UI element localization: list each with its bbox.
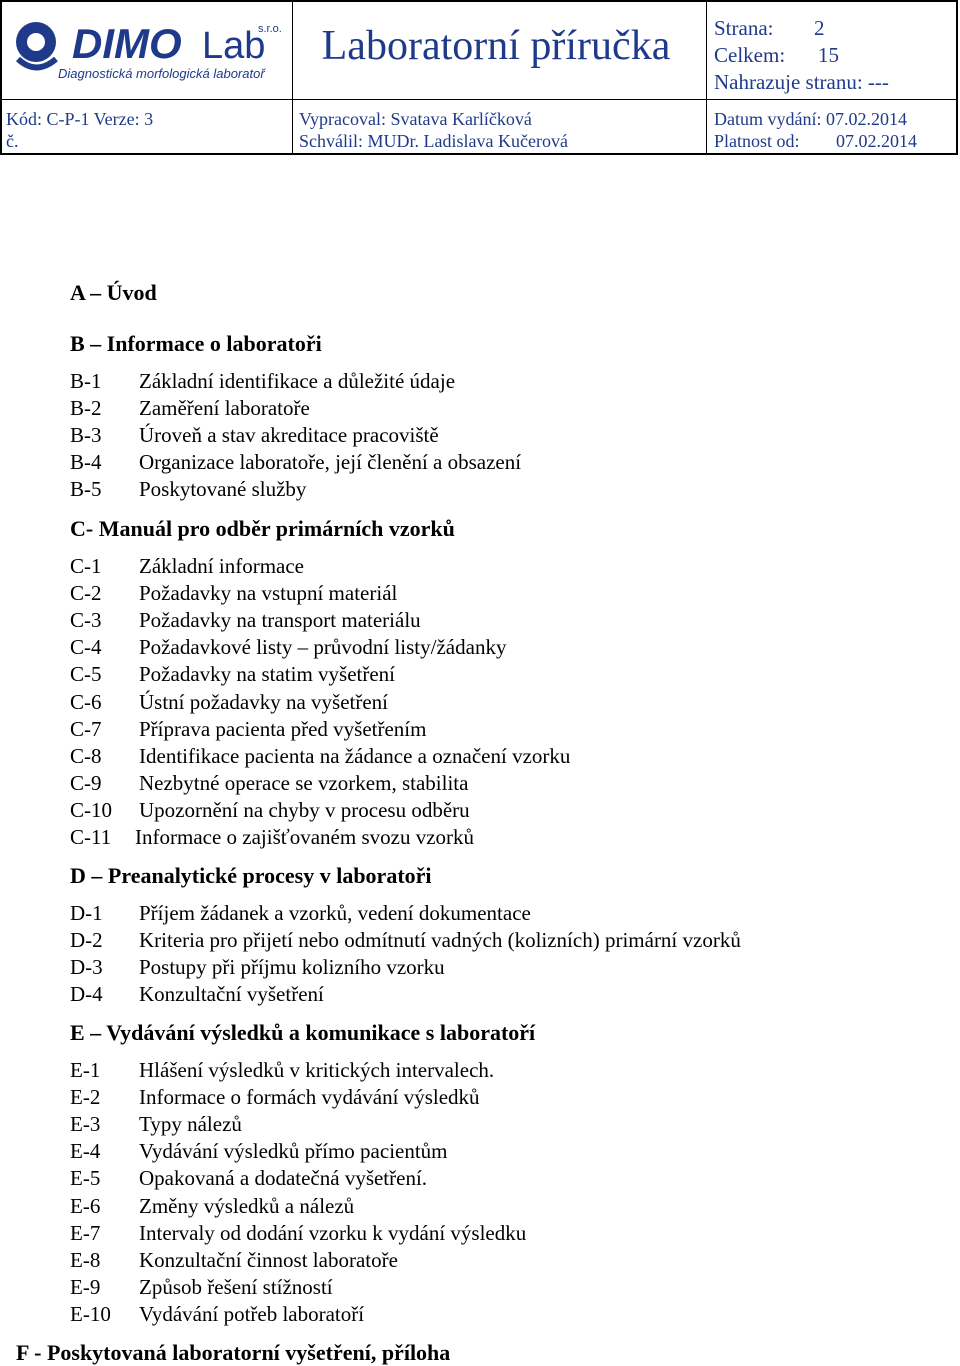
document-header — [0, 0, 958, 155]
toc-item-label: Typy nálezů — [139, 1112, 242, 1137]
toc-item-label: Úroveň a stav akreditace pracoviště — [139, 423, 439, 448]
toc-item-code: C-10 — [70, 797, 112, 822]
toc-item-code: E-9 — [70, 1274, 101, 1299]
valid-from — [714, 131, 917, 152]
page-number — [714, 16, 825, 41]
toc-item-code: C-6 — [70, 689, 102, 714]
toc-item-code: C-7 — [70, 716, 102, 741]
header-border-right — [956, 0, 958, 155]
replaces-page: Nahrazuje stranu: --- — [714, 70, 889, 94]
toc-item-code: C-2 — [70, 581, 102, 606]
toc-section-heading: C- Manuál pro odběr primárních vzorků — [70, 516, 455, 541]
toc-section-f: F - Poskytovaná laboratorní vyšetření, příloha — [16, 1340, 451, 1365]
header-col-divider-1 — [292, 0, 293, 155]
toc-item-code: E-5 — [70, 1166, 101, 1191]
toc-item-label: Požadavky na statim vyšetření — [139, 662, 396, 687]
toc-item-code: C-11 — [70, 825, 112, 849]
document-title: Laboratorní příručka — [321, 23, 671, 69]
toc-item-code: E-4 — [70, 1139, 101, 1164]
toc-item-label: Upozornění na chyby v procesu odběru — [139, 797, 470, 822]
document-code-cont: č. — [6, 131, 19, 151]
logo-graphic — [6, 14, 288, 86]
dimolab-logo — [6, 14, 288, 86]
header-border-bottom — [0, 153, 958, 155]
toc-item-label: Příprava pacienta před vyšetřením — [139, 716, 427, 741]
issue-date: Datum vydání: 07.02.2014 — [714, 109, 907, 129]
toc-item-label: Konzultační vyšetření — [139, 982, 324, 1007]
logo-brand-suffix: s.r.o. — [258, 23, 282, 35]
toc-item-label: Konzultační činnost laboratoře — [139, 1247, 398, 1272]
toc-section-heading: A – Úvod — [70, 280, 157, 305]
toc-item-code: D-1 — [70, 901, 103, 925]
toc-item-code: E-1 — [70, 1058, 101, 1082]
toc-item-label: Požadavky na vstupní materiál — [139, 581, 398, 606]
toc-item-code: D-4 — [70, 982, 103, 1007]
toc-item-label: Postupy při příjmu kolizního vzorku — [139, 955, 445, 980]
toc-item-code: B-5 — [70, 477, 102, 502]
toc-item-label: Hlášení výsledků v kritických intervalech. — [139, 1058, 495, 1082]
toc-section-heading: E – Vydávání výsledků a komunikace s laboratoří — [70, 1020, 536, 1045]
toc-item-label: Identifikace pacienta na žádance a označení vzorku — [139, 743, 571, 768]
toc-item-label: Změny výsledků a nálezů — [139, 1193, 355, 1218]
toc-item-label: Poskytované služby — [139, 477, 307, 502]
toc-item-code: C-9 — [70, 770, 102, 795]
page-value: 2 — [814, 16, 825, 40]
logo-brand-lab: Lab — [202, 25, 266, 67]
toc-item-code: C-3 — [70, 608, 102, 633]
toc-item-code: B-4 — [70, 450, 102, 475]
page-label: Strana: — [714, 16, 774, 40]
toc-item-label: Opakovaná a dodatečná vyšetření. — [139, 1166, 428, 1191]
header-border-top — [0, 0, 958, 2]
toc-item-label: Nezbytné operace se vzorkem, stabilita — [139, 770, 469, 795]
toc-section-heading: B – Informace o laboratoři — [70, 331, 322, 356]
toc-item-code: E-2 — [70, 1085, 101, 1110]
toc-item-code: C-4 — [70, 635, 102, 660]
approved-by: Schválil: MUDr. Ladislava Kučerová — [299, 131, 568, 151]
total-value: 15 — [818, 43, 839, 67]
toc-item-code: D-3 — [70, 955, 103, 980]
page-total — [714, 43, 839, 68]
document-code: Kód: C-P-1 Verze: 3 — [6, 109, 154, 129]
header-border-mid — [0, 99, 958, 100]
toc-item-label: Ústní požadavky na vyšetření — [139, 689, 389, 714]
toc-item-label: Informace o zajišťovaném svozu vzorků — [135, 825, 475, 849]
toc-item-label: Kriteria pro přijetí nebo odmítnutí vadných (kolizních) primární vzorků — [139, 928, 741, 953]
toc-item-label: Zaměření laboratoře — [139, 396, 310, 421]
toc-item-code: E-6 — [70, 1193, 101, 1218]
logo-brand-main: DIMO — [72, 20, 182, 67]
toc-item-label: Vydávání potřeb laboratoří — [139, 1301, 365, 1326]
toc-item-label: Vydávání výsledků přímo pacientům — [139, 1139, 448, 1164]
valid-from-value: 07.02.2014 — [836, 131, 917, 151]
total-label: Celkem: — [714, 43, 786, 67]
prepared-by: Vypracoval: Svatava Karlíčková — [299, 109, 532, 129]
header-border-left — [0, 0, 2, 155]
toc-item-code: E-7 — [70, 1220, 101, 1245]
toc-item-code: C-1 — [70, 554, 102, 578]
valid-from-label: Platnost od: — [714, 131, 800, 151]
toc-item-code: E-8 — [70, 1247, 101, 1272]
toc-item-label: Způsob řešení stížností — [139, 1274, 333, 1299]
logo-tagline: Diagnostická morfologická laboratoř — [58, 66, 265, 81]
toc-item-code: B-3 — [70, 423, 102, 448]
toc-item-code: E-3 — [70, 1112, 101, 1137]
toc-item-label: Požadavky na transport materiálu — [139, 608, 421, 633]
toc-item-code: B-2 — [70, 396, 102, 421]
header-col-divider-2 — [706, 0, 707, 155]
toc-item-label: Základní informace — [139, 554, 305, 578]
toc-item-code: D-2 — [70, 928, 103, 953]
toc-item-code: B-1 — [70, 369, 102, 393]
toc-item-label: Organizace laboratoře, její členění a obsazení — [139, 450, 522, 475]
toc-item-label: Intervaly od dodání vzorku k vydání výsledku — [139, 1220, 527, 1245]
toc-section-heading: D – Preanalytické procesy v laboratoři — [70, 863, 432, 888]
toc-item-label: Příjem žádanek a vzorků, vedení dokumentace — [139, 901, 531, 925]
toc-item-code: E-10 — [70, 1301, 111, 1326]
toc-item-code: C-5 — [70, 662, 102, 687]
toc-item-label: Informace o formách vydávání výsledků — [139, 1085, 480, 1110]
toc-item-code: C-8 — [70, 743, 102, 768]
toc-item-label: Požadavkové listy – průvodní listy/žádanky — [139, 635, 507, 660]
toc-item-label: Základní identifikace a důležité údaje — [139, 369, 456, 393]
